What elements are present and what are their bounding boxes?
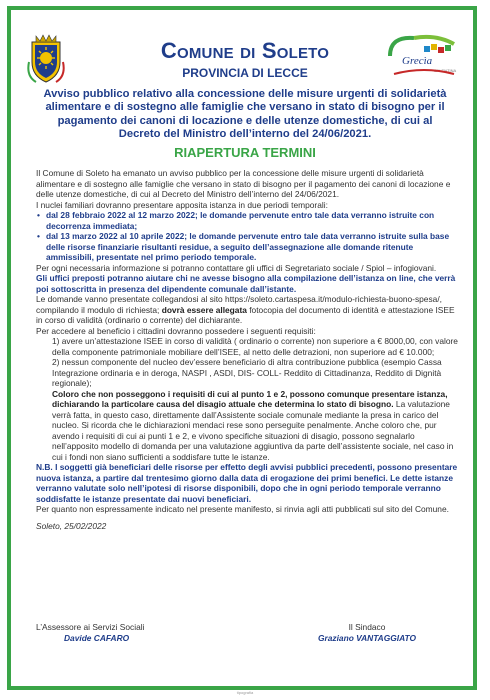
info-paragraph: Per ogni necessaria informazione si potranno contattare gli uffici di Segretariato sociale / Spiol – infogiovani. [36, 262, 437, 273]
exception-text: La valutazione verrà fatta, in questo caso, direttamente dall’Assistente sociale comunale mediante la presa in carico del nucleo. Si ricorda che le dichiarazioni mendaci rese sono perseguite penalmente. Anche coloro che, pur avendo i requisiti di cui ai punti 1 e 2, e vivono specifiche situazioni di disagio, possono segnalarlo nell’apposito modello di domanda per una valutazione aggiuntiva da parte dell’assistente sociale, nel caso in cui i fondi non siano sufficienti a soddisfare tutte le istanze. [52, 399, 454, 462]
logo-subtext: SALENTINA [434, 68, 457, 73]
help-paragraph: Gli uffici preposti potranno aiutare chi ne avesse bisogno alla compilazione dell’istanza on line, che verrà poi sottoscritta in presenza del dipendente comunale dall’istante. [36, 273, 456, 294]
list-item: • dal 13 marzo 2022 al 10 aprile 2022; le domande pervenute entro tale data verranno istruite sulla base delle risorse finanziarie risultanti residue, a seguito dell’assegnazione alle domande ritenute ammissibili, presentate nel primo periodo temporale. [46, 231, 460, 263]
periods-intro: I nuclei familiari dovranno presentare apposita istanza in due periodi temporali: [36, 199, 328, 210]
requirement-exception [36, 389, 460, 463]
right-role: Il Sindaco [348, 622, 386, 632]
submission-paragraph [36, 294, 460, 326]
page-title: Comune di Soleto [160, 38, 330, 63]
nb-paragraph: N.B. I soggetti già beneficiari delle risorse per effetto degli avvisi pubblici precedenti, possono presentare nuova istanza, a partire dal trentesimo giorno dalla data di erogazione dei primi benefici. Le dette istanze verranno valutate solo nell’ipotesi di risorse disponibili, dopo che in ogni periodo temporale verranno soddisfatte le istanze presentate dai nuovi beneficiari. [36, 462, 458, 504]
notice-body [36, 168, 460, 531]
reopening-heading: RIAPERTURA TERMINI [174, 145, 316, 160]
requirement-1: 1) avere un’attestazione ISEE in corso di validità ( ordinario o corrente) non superiore a € 8000,00, con valore della componente patrimoniale mobiliare dell’ISEE, al netto delle detrazioni, non superiore ad € 10.000; [52, 336, 458, 357]
logo-text: Grecìa [402, 55, 433, 67]
submission-text: Le domande vanno presentate collegandosi al sito https://soleto.cartaspesa.it/modulo-richiesta-buono-spesa/, compilando il modulo di richiesta; [36, 294, 442, 315]
date-line: Soleto, 25/02/2022 [36, 520, 107, 531]
requirements-intro: Per accedere al beneficio i cittadini dovranno possedere i seguenti requisiti: [36, 325, 316, 336]
requirement-2: 2) nessun componente del nucleo dev’essere beneficiario di altra contribuzione pubblica (esempio Cassa Integrazione ordinaria e in deroga, NASPI , ASDI, DIS- COLL- Reddito di Cittadinanza, Reddito di Dignità regionale); [52, 357, 442, 388]
exception-emphasis: Coloro che non posseggono i requisiti di cui al punto 1 e 2, possono comunque presentare istanza, dichiarando la particolare causa del disagio attuale che determina lo stato di bisogno. [52, 388, 448, 409]
left-signature [36, 622, 144, 643]
left-name: Davide CAFARO [64, 632, 130, 643]
attachment-text: fotocopia del documento di identità e attestazione ISEE in corso di validità (ordinario o corrente) del dichiarante. [36, 304, 455, 325]
periods-list [36, 210, 460, 263]
right-signature [318, 622, 416, 643]
left-role: L’Assessore ai Servizi Sociali [36, 622, 145, 632]
printer-mark: tipografia [236, 690, 254, 695]
intro-paragraph: Il Comune di Soleto ha emanato un avviso pubblico per la concessione delle misure urgenti di solidarietà alimentare e di sostegno alle famiglie che versano in stato di bisogno per il pagamento dei canoni di locazione e delle utenze domestiche, di cui al Decreto del Ministro dell’interno del 24/06/2021. [36, 168, 451, 199]
notice-heading: Avviso pubblico relativo alla concessione delle misure urgenti di solidarietà alimentare e di sostegno alle famiglie che versano in stato di bisogno per il pagamento dei canoni di locazione e delle utenze domestiche, di cui al Decreto del Ministro dell’interno del 24/06/2021. [43, 88, 447, 141]
right-name: Graziano VANTAGGIATO [317, 632, 416, 643]
province-subtitle: PROVINCIA DI LECCE [182, 66, 308, 80]
closing-paragraph: Per quanto non espressamente indicato nel presente manifesto, si rinvia agli atti pubblicati sul sito del Comune. [36, 504, 449, 514]
list-item: • dal 28 febbraio 2022 al 12 marzo 2022; le domande pervenute entro tale data verranno istruite con decorrenza immediata; [46, 210, 460, 231]
grecia-salentina-logo [384, 30, 462, 80]
attachment-emphasis: dovrà essere allegata [159, 304, 247, 315]
